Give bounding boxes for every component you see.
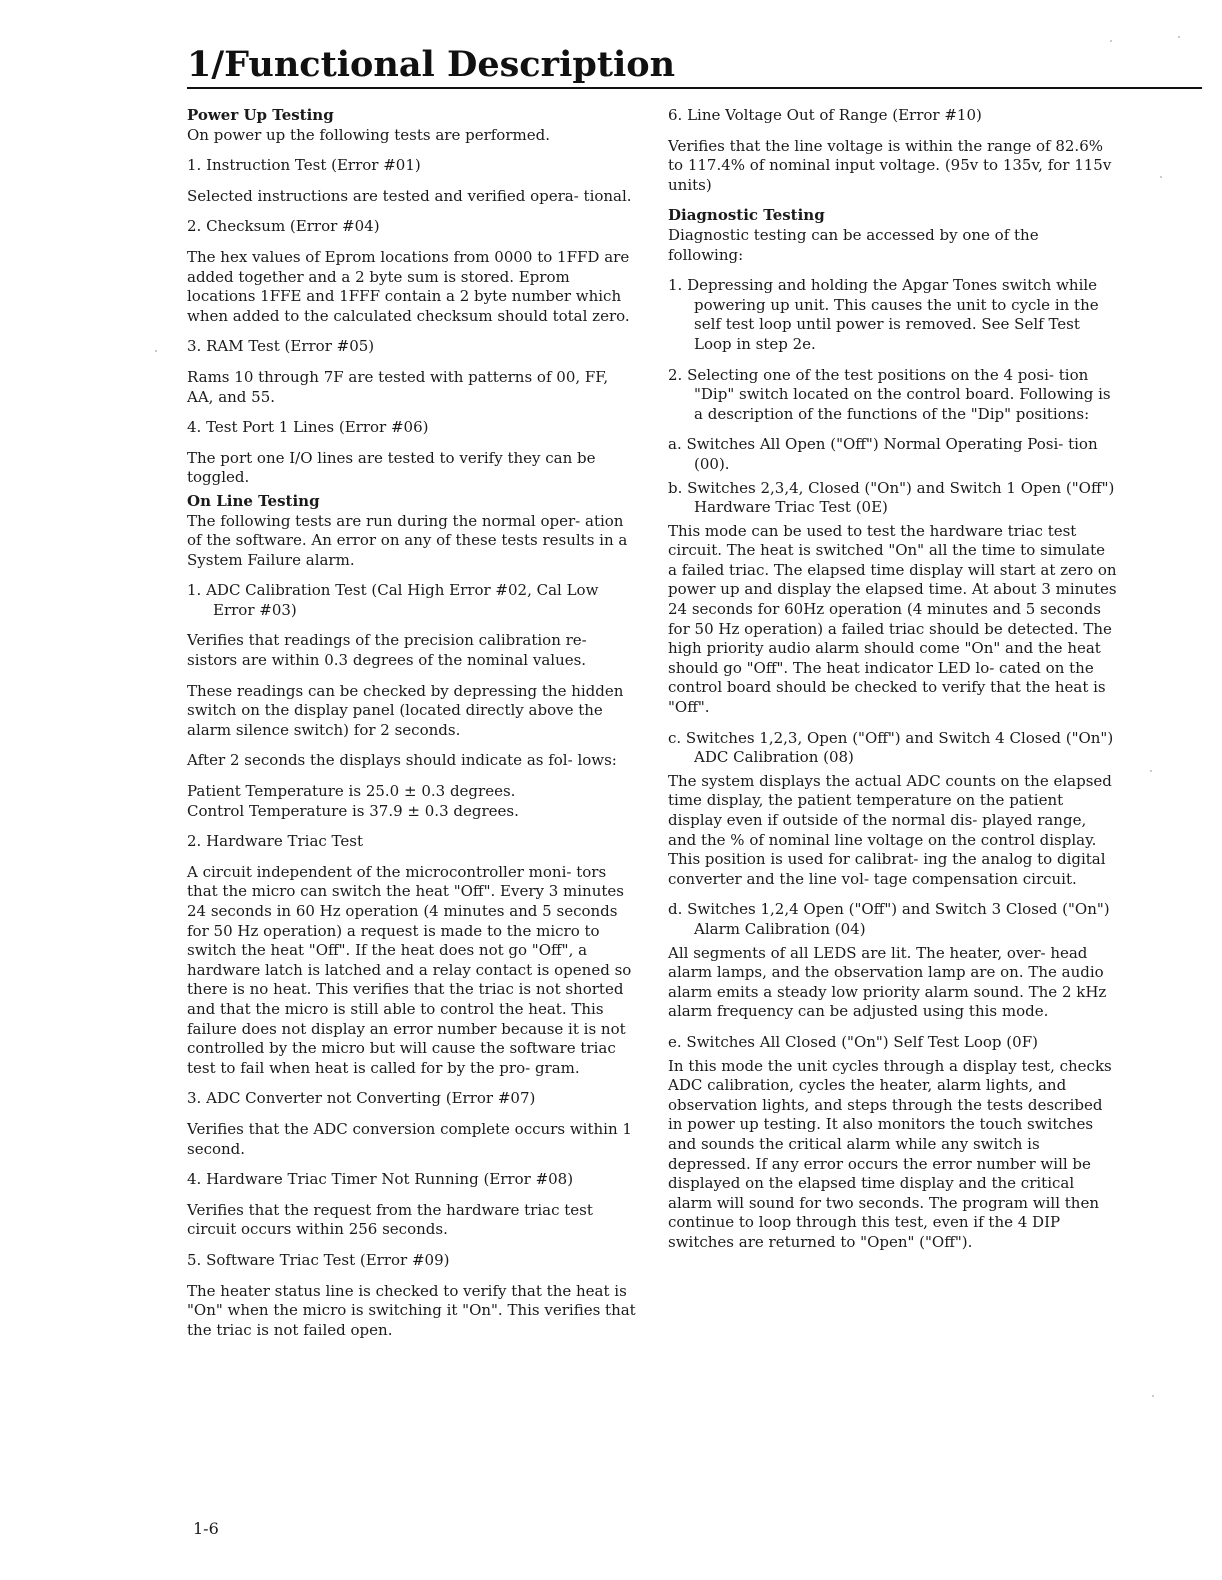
dip-description: The system displays the actual ADC counts on the elapsed time display, the patient temperature on the patient display even if outside of the normal dis- played range, and the % of nominal line voltage on the control display. This position is used for calibrat- ing the analog to digital converter and the line vol- tage compensation circuit.: [668, 771, 1112, 888]
item-title: 1. ADC Calibration Test (Cal High Error #02, Cal Low Error #03): [187, 581, 599, 619]
section-heading: On Line Testing: [187, 491, 320, 510]
item-body: Verifies that the line voltage is within the range of 82.6% to 117.4% of nominal input voltage. (95v to 135v, for 115v units): [668, 136, 1112, 194]
scan-speck: [155, 350, 157, 352]
section-intro: Diagnostic testing can be accessed by one of the following:: [668, 225, 1039, 264]
item-body: After 2 seconds the displays should indicate as fol- lows:: [187, 751, 617, 770]
section-intro: On power up the following tests are performed.: [187, 125, 550, 144]
item-title: 4. Hardware Triac Timer Not Running (Error #08): [187, 1170, 574, 1189]
item-body: A circuit independent of the microcontroller moni- tors that the micro can switch the heat "Off". Every 3 minutes 24 seconds in 60 Hz operation (4 minutes and 5 seconds for 50 Hz operation) a request is made to the micro to switch the heat "Off". If the heat does not go "Off", a hardware latch is latched and a relay contact is opened so there is no heat. This verifies that the triac is not shorted and that the micro is still able to control the heat. This failure does not display an error number because it is not controlled by the micro but will cause the software triac test to fail when heat is called for by the pro- gram.: [187, 862, 632, 1077]
item-body: The port one I/O lines are tested to verify they can be toggled.: [187, 448, 596, 487]
scan-speck: [1160, 176, 1162, 178]
dip-position: e. Switches All Closed ("On") Self Test Loop (0F): [668, 1032, 1038, 1051]
control-temperature: Control Temperature is 37.9 ± 0.3 degrees.: [187, 801, 519, 820]
dip-position: d. Switches 1,2,4 Open ("Off") and Switch 3 Closed ("On") Alarm Calibration (04): [668, 900, 1110, 938]
temperature-readings: [187, 782, 637, 821]
title-rule: [187, 87, 1202, 89]
list-item: 1. Depressing and holding the Apgar Tones switch while powering up unit. This causes the unit to cycle in the self test loop until power is removed. See Self Test Loop in step 2e.: [668, 276, 1099, 353]
page-number: 1-6: [193, 1519, 219, 1538]
item-title: 4. Test Port 1 Lines (Error #06): [187, 418, 429, 437]
dip-description: All segments of all LEDS are lit. The heater, over- head alarm lamps, and the observation lamp are on. The audio alarm emits a steady low priority alarm sound. The 2 kHz alarm frequency can be adjusted using this mode.: [668, 943, 1107, 1021]
item-title: 2. Checksum (Error #04): [187, 217, 380, 236]
dip-position: a. Switches All Open ("Off") Normal Operating Posi- tion (00).: [668, 435, 1098, 473]
list-item: 2. Selecting one of the test positions on the 4 posi- tion "Dip" switch located on the control board. Following is a description of the functions of the "Dip" positions:: [668, 365, 1111, 423]
power-up-section: [187, 106, 637, 145]
item-body: Selected instructions are tested and verified opera- tional.: [187, 186, 632, 205]
item-body: Verifies that the request from the hardware triac test circuit occurs within 256 seconds.: [187, 1200, 593, 1239]
item-body: The hex values of Eprom locations from 0000 to 1FFD are added together and a 2 byte sum is stored. Eprom locations 1FFE and 1FFF contain a 2 byte number which when added to the calculated checksum should total zero.: [187, 247, 630, 325]
section-heading: Diagnostic Testing: [668, 206, 825, 225]
item-body: The heater status line is checked to verify that the heat is "On" when the micro is switching it "On". This verifies that the triac is not failed open.: [187, 1281, 636, 1339]
right-column: [668, 106, 1118, 1263]
patient-temperature: Patient Temperature is 25.0 ± 0.3 degrees.: [187, 782, 516, 801]
item-title: 6. Line Voltage Out of Range (Error #10): [668, 106, 982, 124]
dip-position: b. Switches 2,3,4, Closed ("On") and Switch 1 Open ("Off") Hardware Triac Test (0E): [668, 478, 1115, 517]
section-heading: Power Up Testing: [187, 106, 334, 124]
section-intro: The following tests are run during the normal oper- ation of the software. An error on any of these tests results in a System Failure alarm.: [187, 511, 628, 569]
scan-speck: [1152, 1395, 1154, 1397]
item-body: Verifies that the ADC conversion complete occurs within 1 second.: [187, 1119, 632, 1158]
item-title: 2. Hardware Triac Test: [187, 832, 364, 851]
dip-position: c. Switches 1,2,3, Open ("Off") and Switch 4 Closed ("On") ADC Calibration (08): [668, 728, 1114, 767]
dip-description: In this mode the unit cycles through a display test, checks ADC calibration, cycles the heater, alarm lights, and observation lights, and steps through the tests described in power up testing. It also monitors the touch switches and sounds the critical alarm while any switch is depressed. If any error occurs the error number will be displayed on the elapsed time display and the critical alarm will sound for two seconds. The program will then continue to loop through this test, even if the 4 DIP switches are returned to "Open" ("Off").: [668, 1056, 1112, 1251]
dip-description: This mode can be used to test the hardware triac test circuit. The heat is switched "On" all the time to simulate a failed triac. The elapsed time display will start at zero on power up and display the elapsed time. At about 3 minutes 24 seconds for 60Hz operation (4 minutes and 5 seconds for 50 Hz operation) a failed triac should be detected. The high priority audio alarm should come "On" and the heat should go "Off". The heat indicator LED lo- cated on the control board should be checked to verify that the heat is "Off".: [668, 521, 1117, 717]
scan-speck: [1150, 770, 1152, 772]
item-title: 1. Instruction Test (Error #01): [187, 156, 421, 175]
item-title: 3. RAM Test (Error #05): [187, 337, 375, 356]
page-title: 1/Functional Description: [187, 44, 676, 85]
scan-speck: [1110, 40, 1112, 42]
item-title: 5. Software Triac Test (Error #09): [187, 1250, 450, 1269]
diagnostic-section: [668, 206, 1118, 265]
scan-speck: [1178, 36, 1180, 38]
online-section: [187, 492, 637, 570]
left-column: [187, 106, 637, 1351]
item-body: These readings can be checked by depressing the hidden switch on the display panel (located directly above the alarm silence switch) for 2 seconds.: [187, 681, 624, 739]
item-body: Rams 10 through 7F are tested with patterns of 00, FF, AA, and 55.: [187, 367, 609, 406]
item-body: Verifies that readings of the precision calibration re- sistors are within 0.3 degrees of the nominal values.: [187, 631, 587, 670]
item-title: 3. ADC Converter not Converting (Error #07): [187, 1089, 536, 1108]
